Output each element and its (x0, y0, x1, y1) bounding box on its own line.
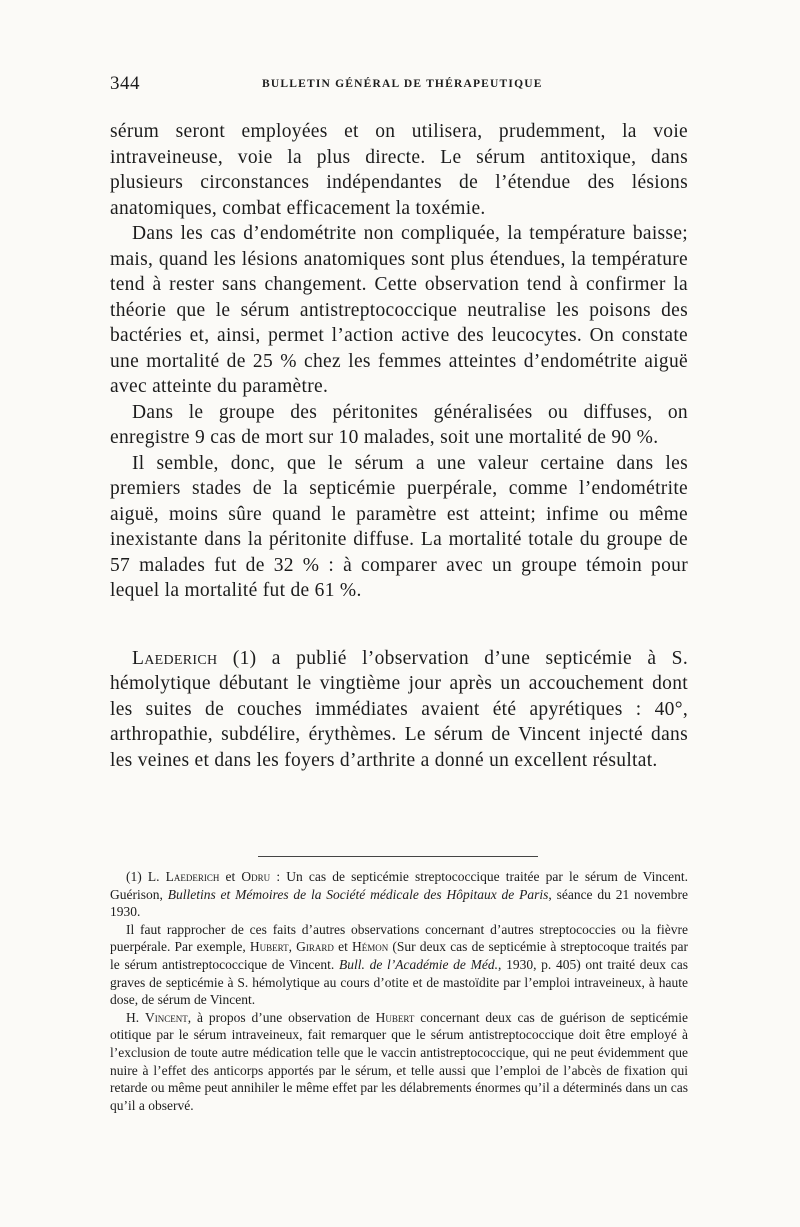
author-name: Laederich (165, 869, 220, 884)
footnote-text: , séance du 21 novembre 1930. (110, 886, 689, 920)
author-name: Vincent (145, 1009, 188, 1025)
author-name: Hubert (375, 1009, 415, 1025)
footnote-separator (258, 856, 538, 857)
footnote-text: (Sur deux cas de septicémie à streptocoque traités par le sérum antistreptococcique de Vincent. (110, 939, 689, 972)
author-name: Laederich (132, 647, 218, 669)
author-name: Odru (241, 869, 271, 884)
paragraph-laederich-text: (1) a publié l’observation d’une septicémie à S. hémolytique débutant le vingtième jour après un accouchement dont les suites de couches immédiates avaient été apyrétiques : 40°, arthropathie, subdélire, érythèmes. Le sérum de Vincent injecté dans les veines et dans les foyers d’arthrite a donné un excellent résultat. (110, 647, 688, 771)
footnote-text: , à propos d’une observation de (187, 1009, 376, 1025)
footnote-text: et (219, 869, 242, 884)
author-name: Hubert (249, 939, 289, 955)
paragraph-laederich (110, 646, 688, 774)
journal-title: Bull. de l’Académie de Méd. (339, 956, 498, 972)
footnote-3 (110, 1009, 688, 1115)
footnote-text: , (288, 939, 297, 955)
paragraph-conclusion: Il semble, donc, que le sérum a une valeur certaine dans les premiers stades de la septicémie puerpérale, comme l’endométrite aiguë, moins sûre quand le paramètre est atteint; infime ou même inexistante dans la péritonite diffuse. La mortalité totale du groupe de 57 malades fut de 32 % : à comparer avec un groupe témoin pour lequel la mortalité fut de 61 %. (110, 452, 688, 601)
journal-title: Bulletins et Mémoires de la Société médicale des Hôpitaux de Paris (167, 886, 549, 902)
section-gap (110, 604, 688, 646)
footnote-text: : Un cas de septicémie streptococcique traitée par le sérum de Vincent. Guérison, (110, 869, 688, 902)
footnotes (110, 868, 688, 1114)
paragraph-continued: sérum seront employées et on utilisera, prudemment, la voie intraveineuse, voie la plus directe. Le sérum antitoxique, dans plusieurs circonstances indépendantes de l’étendue des lésions anatomiques, combat efficacement la toxémie. (110, 121, 688, 219)
running-title: BULLETIN GÉNÉRAL DE THÉRAPEUTIQUE (262, 78, 543, 90)
footnote-text: et (333, 939, 352, 955)
footnote-text: H. (126, 1009, 146, 1025)
paragraph-endometritis: Dans les cas d’endométrite non compliquée, la température baisse; mais, quand les lésions anatomiques sont plus étendues, la température tend à rester sans changement. Cette observation tend à confirmer la théorie que le sérum antistreptococcique neutralise les poisons des bactéries et, ainsi, permet l’action active des leucocytes. On constate une mortalité de 25 % chez les femmes atteintes d’endométrite aiguë avec atteinte du paramètre. (110, 223, 688, 397)
footnote-2 (110, 921, 688, 1009)
footnote-text: Il faut rapprocher de ces faits d’autres observations concernant d’autres streptococcies ou la fièvre puerpérale. Par exemple, (110, 921, 688, 955)
author-name: Girard (296, 939, 334, 955)
footnote-text: , 1930, p. 405) ont traité deux cas graves de septicémie à S. hémolytique au cours d’otite et de mastoïdite par l’emploi intraveineux, à haute dose, de sérum de Vincent. (110, 956, 688, 1008)
footnote-text: (1) L. (126, 869, 166, 884)
footnote-1 (110, 868, 688, 921)
paragraph-peritonitis: Dans le groupe des péritonites généralisées ou diffuses, on enregistre 9 cas de mort sur 10 malades, soit une mortalité de 90 %. (110, 401, 688, 448)
author-name: Hémon (351, 939, 389, 955)
footnote-text: concernant deux cas de guérison de septicémie otitique par le sérum intraveineux, fait remarquer que le sérum antistreptococcique doit être employé à l’exclusion de toute autre médication telle que le vaccin antistreptococcique, qui ne peut évidemment que nuire à l’effet des anticorps apportés par le sérum, et telle aussi que l’emploi de l’abcès de fixation qui retarde ou même peut annihiler le même effet par les délabrements énormes qu’il a déterminés dans un cas qu’il a observé. (110, 1009, 688, 1113)
page-number: 344 (110, 73, 140, 94)
page-header (110, 73, 688, 99)
main-text (110, 119, 688, 773)
